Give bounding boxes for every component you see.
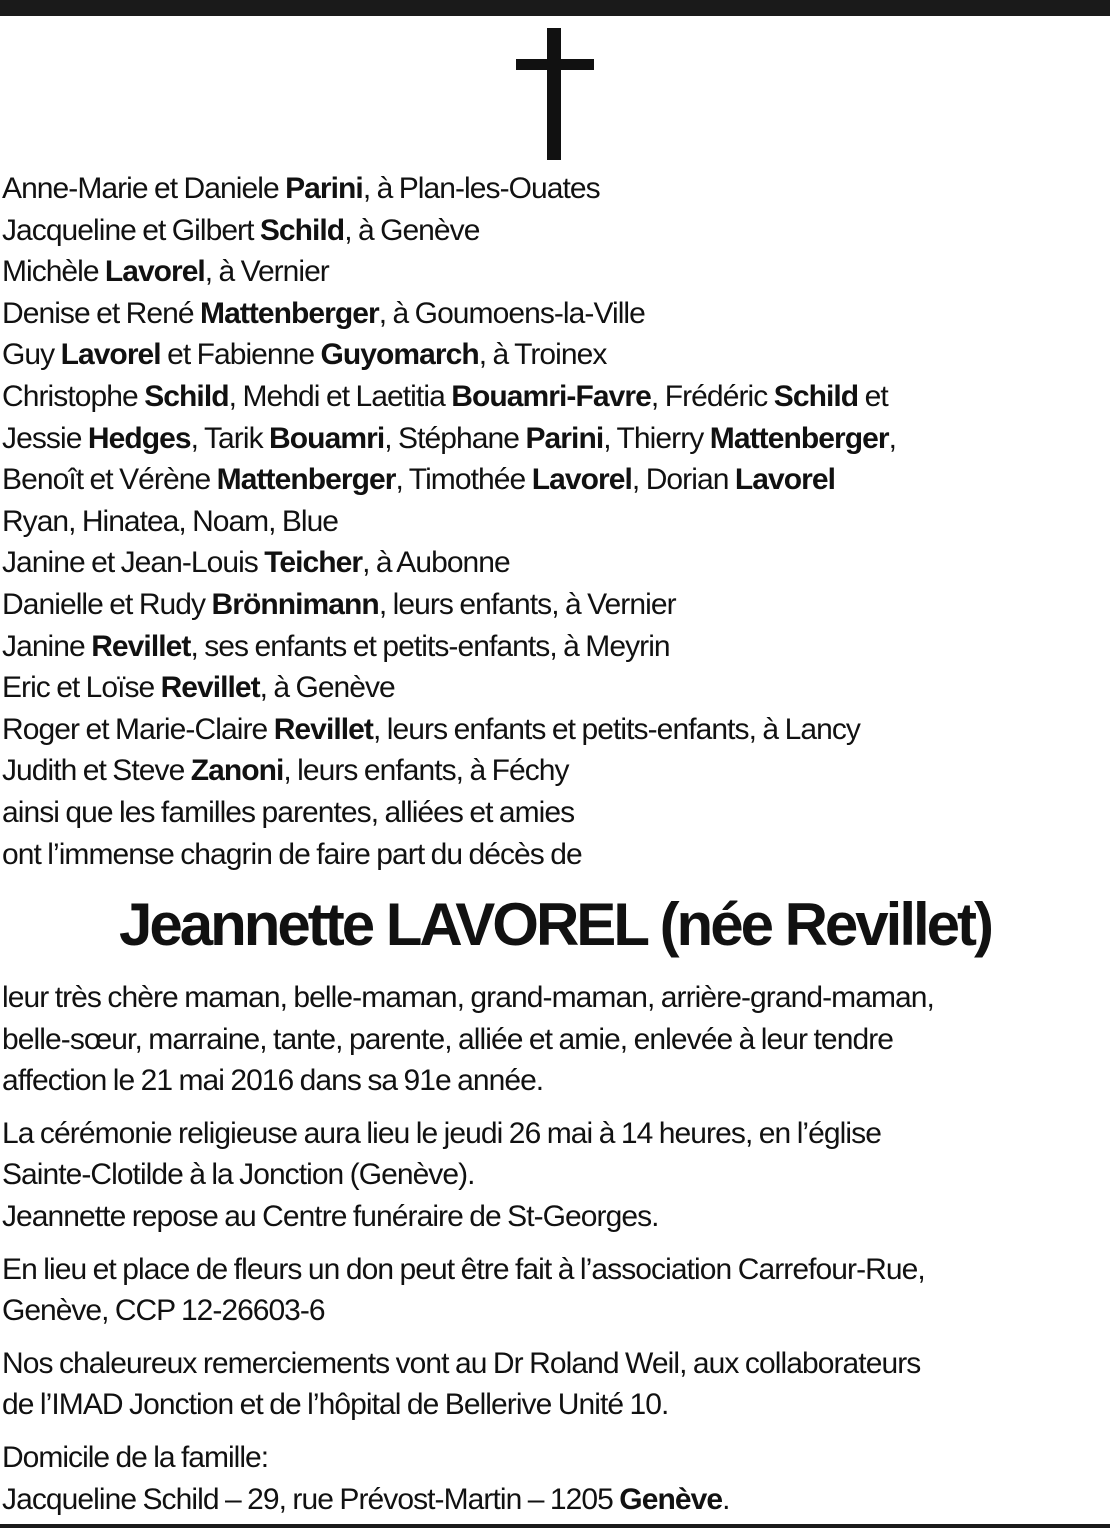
family-name: Hedges [87, 421, 191, 455]
mourner-line [2, 251, 1108, 293]
mourner-text: , Tarik [190, 421, 270, 455]
mourner-line [2, 168, 1108, 210]
mourner-line [2, 542, 1108, 584]
family-name: Bouamri [269, 421, 385, 455]
mourner-line [2, 626, 1108, 668]
cross-icon [516, 28, 594, 160]
mourner-line [2, 750, 1108, 792]
mourner-line [2, 501, 1108, 543]
mourner-text: Eric et Loïse [2, 671, 161, 705]
mourner-text: , leurs enfants, à Féchy [283, 754, 569, 788]
mourner-text: Michèle [2, 255, 105, 289]
family-name: Guyomarch [320, 338, 479, 372]
notice-paragraph [2, 1113, 1108, 1238]
mourner-text: , Frédéric [650, 379, 774, 413]
mourner-line [2, 792, 1108, 834]
deceased-name: Jeannette LAVOREL (née Revillet) [118, 891, 992, 958]
family-name: Revillet [91, 629, 191, 663]
family-name: Parini [525, 421, 604, 455]
mourner-text: Anne-Marie et Daniele [2, 172, 286, 205]
notice-line: de l’IMAD Jonction et de l’hôpital de Bellerive Unité 10. [2, 1388, 669, 1422]
notice-paragraph [2, 1249, 1108, 1332]
family-name: Lavorel [60, 338, 161, 372]
mourner-line [2, 418, 1108, 460]
mourner-line [2, 834, 1108, 876]
family-name: Mattenberger [200, 296, 379, 330]
mourner-text: , Thierry [603, 421, 710, 455]
family-name: Mattenberger [709, 421, 889, 455]
mourner-line [2, 459, 1108, 501]
mourner-text: Guy [2, 338, 61, 372]
mourner-text: , à Aubonne [362, 546, 510, 580]
notice-line: Genève, CCP 12-26603-6 [2, 1294, 325, 1328]
mourner-line [2, 334, 1108, 376]
mourner-line [2, 293, 1108, 335]
mourner-text: , Mehdi et Laetitia [228, 379, 452, 413]
notice-paragraphs [2, 977, 1108, 1426]
notice-paragraph [2, 1343, 1108, 1426]
mourner-text: , ses enfants et petits-enfants, à Meyrin [190, 629, 670, 663]
family-name: Lavorel [734, 463, 836, 497]
family-name: Mattenberger [216, 463, 396, 497]
mourner-text: Danielle et Rudy [2, 587, 212, 621]
notice-line: Jeannette repose au Centre funéraire de St-Georges. [2, 1199, 659, 1233]
mourner-line [2, 376, 1108, 418]
mourner-text: Denise et René [2, 296, 201, 330]
mourner-text: Janine [2, 629, 92, 663]
mourner-text: Christophe [2, 379, 145, 413]
mourner-text: , leurs enfants et petits-enfants, à Lancy [372, 712, 860, 746]
mourner-text: , à Plan-les-Ouates [362, 172, 600, 205]
mourner-text: , à Troinex [478, 338, 607, 372]
bottom-border-rule [0, 1524, 1110, 1528]
mourner-text: Benoît et Vérène [2, 463, 217, 497]
mourner-text: Jacqueline et Gilbert [2, 213, 260, 247]
family-name: Lavorel [104, 255, 205, 289]
notice-line: belle-sœur, marraine, tante, parente, alliée et amie, enlevée à leur tendre [2, 1022, 894, 1056]
mourner-text: , leurs enfants, à Vernier [378, 587, 676, 621]
top-border-bar [0, 0, 1110, 16]
family-name: Revillet [273, 712, 373, 746]
mourner-text: ont l’immense chagrin de faire part du décès de [2, 837, 582, 871]
family-name: Zanoni [190, 754, 284, 788]
mourner-text: , [888, 421, 897, 455]
domicile-city: Genève [619, 1482, 723, 1516]
mourner-text: ainsi que les familles parentes, alliées et amies [2, 795, 575, 829]
notice-line: Nos chaleureux remerciements vont au Dr Roland Weil, aux collaborateurs [2, 1346, 921, 1380]
family-name: Brönnimann [211, 587, 379, 621]
mourner-text: , à Genève [259, 671, 395, 705]
notice-line: La cérémonie religieuse aura lieu le jeudi 26 mai à 14 heures, en l’église [2, 1116, 881, 1150]
mourner-text: et Fabienne [160, 338, 321, 372]
mourner-line [2, 709, 1108, 751]
notice-line: affection le 21 mai 2016 dans sa 91e année. [2, 1064, 544, 1098]
notice-line: leur très chère maman, belle-maman, grand-maman, arrière-grand-maman, [2, 981, 934, 1014]
family-name: Schild [144, 379, 229, 413]
notice-paragraph [2, 977, 1108, 1102]
domicile-end: . [722, 1482, 730, 1516]
notice-body [2, 977, 1108, 1531]
mourner-text: Judith et Steve [2, 754, 191, 788]
domicile-address-line [2, 1479, 1108, 1521]
mourner-line [2, 584, 1108, 626]
mourner-line [2, 210, 1108, 252]
mourner-line [2, 667, 1108, 709]
mourner-text: , à Vernier [204, 255, 329, 289]
domicile-block [2, 1437, 1108, 1520]
mourner-text: , à Goumoens-la-Ville [378, 296, 645, 330]
mourner-text: Jessie [2, 421, 88, 455]
mourner-text: et [858, 379, 888, 413]
family-name: Lavorel [531, 463, 632, 497]
mourner-text: Janine et Jean-Louis [2, 546, 265, 580]
mourner-text: , Timothée [395, 463, 532, 497]
family-name: Bouamri-Favre [451, 379, 651, 413]
family-name: Teicher [264, 546, 363, 580]
family-name: Parini [285, 172, 363, 205]
domicile-address: Jacqueline Schild – 29, rue Prévost-Martin – 1205 [2, 1482, 620, 1516]
family-name: Schild [259, 213, 345, 247]
mourner-text: , Stéphane [384, 421, 526, 455]
mourners-list [2, 168, 1108, 875]
mourner-text: Roger et Marie-Claire [2, 712, 274, 746]
notice-line: Sainte-Clotilde à la Jonction (Genève). [2, 1158, 475, 1192]
family-name: Revillet [160, 671, 260, 705]
mourner-text: , Dorian [631, 463, 735, 497]
notice-line: En lieu et place de fleurs un don peut être fait à l’association Carrefour-Rue, [2, 1252, 925, 1286]
domicile-label: Domicile de la famille: [2, 1440, 269, 1474]
family-name: Schild [773, 379, 859, 413]
mourner-text: , à Genève [344, 213, 480, 247]
mourner-text: Ryan, Hinatea, Noam, Blue [2, 504, 339, 538]
